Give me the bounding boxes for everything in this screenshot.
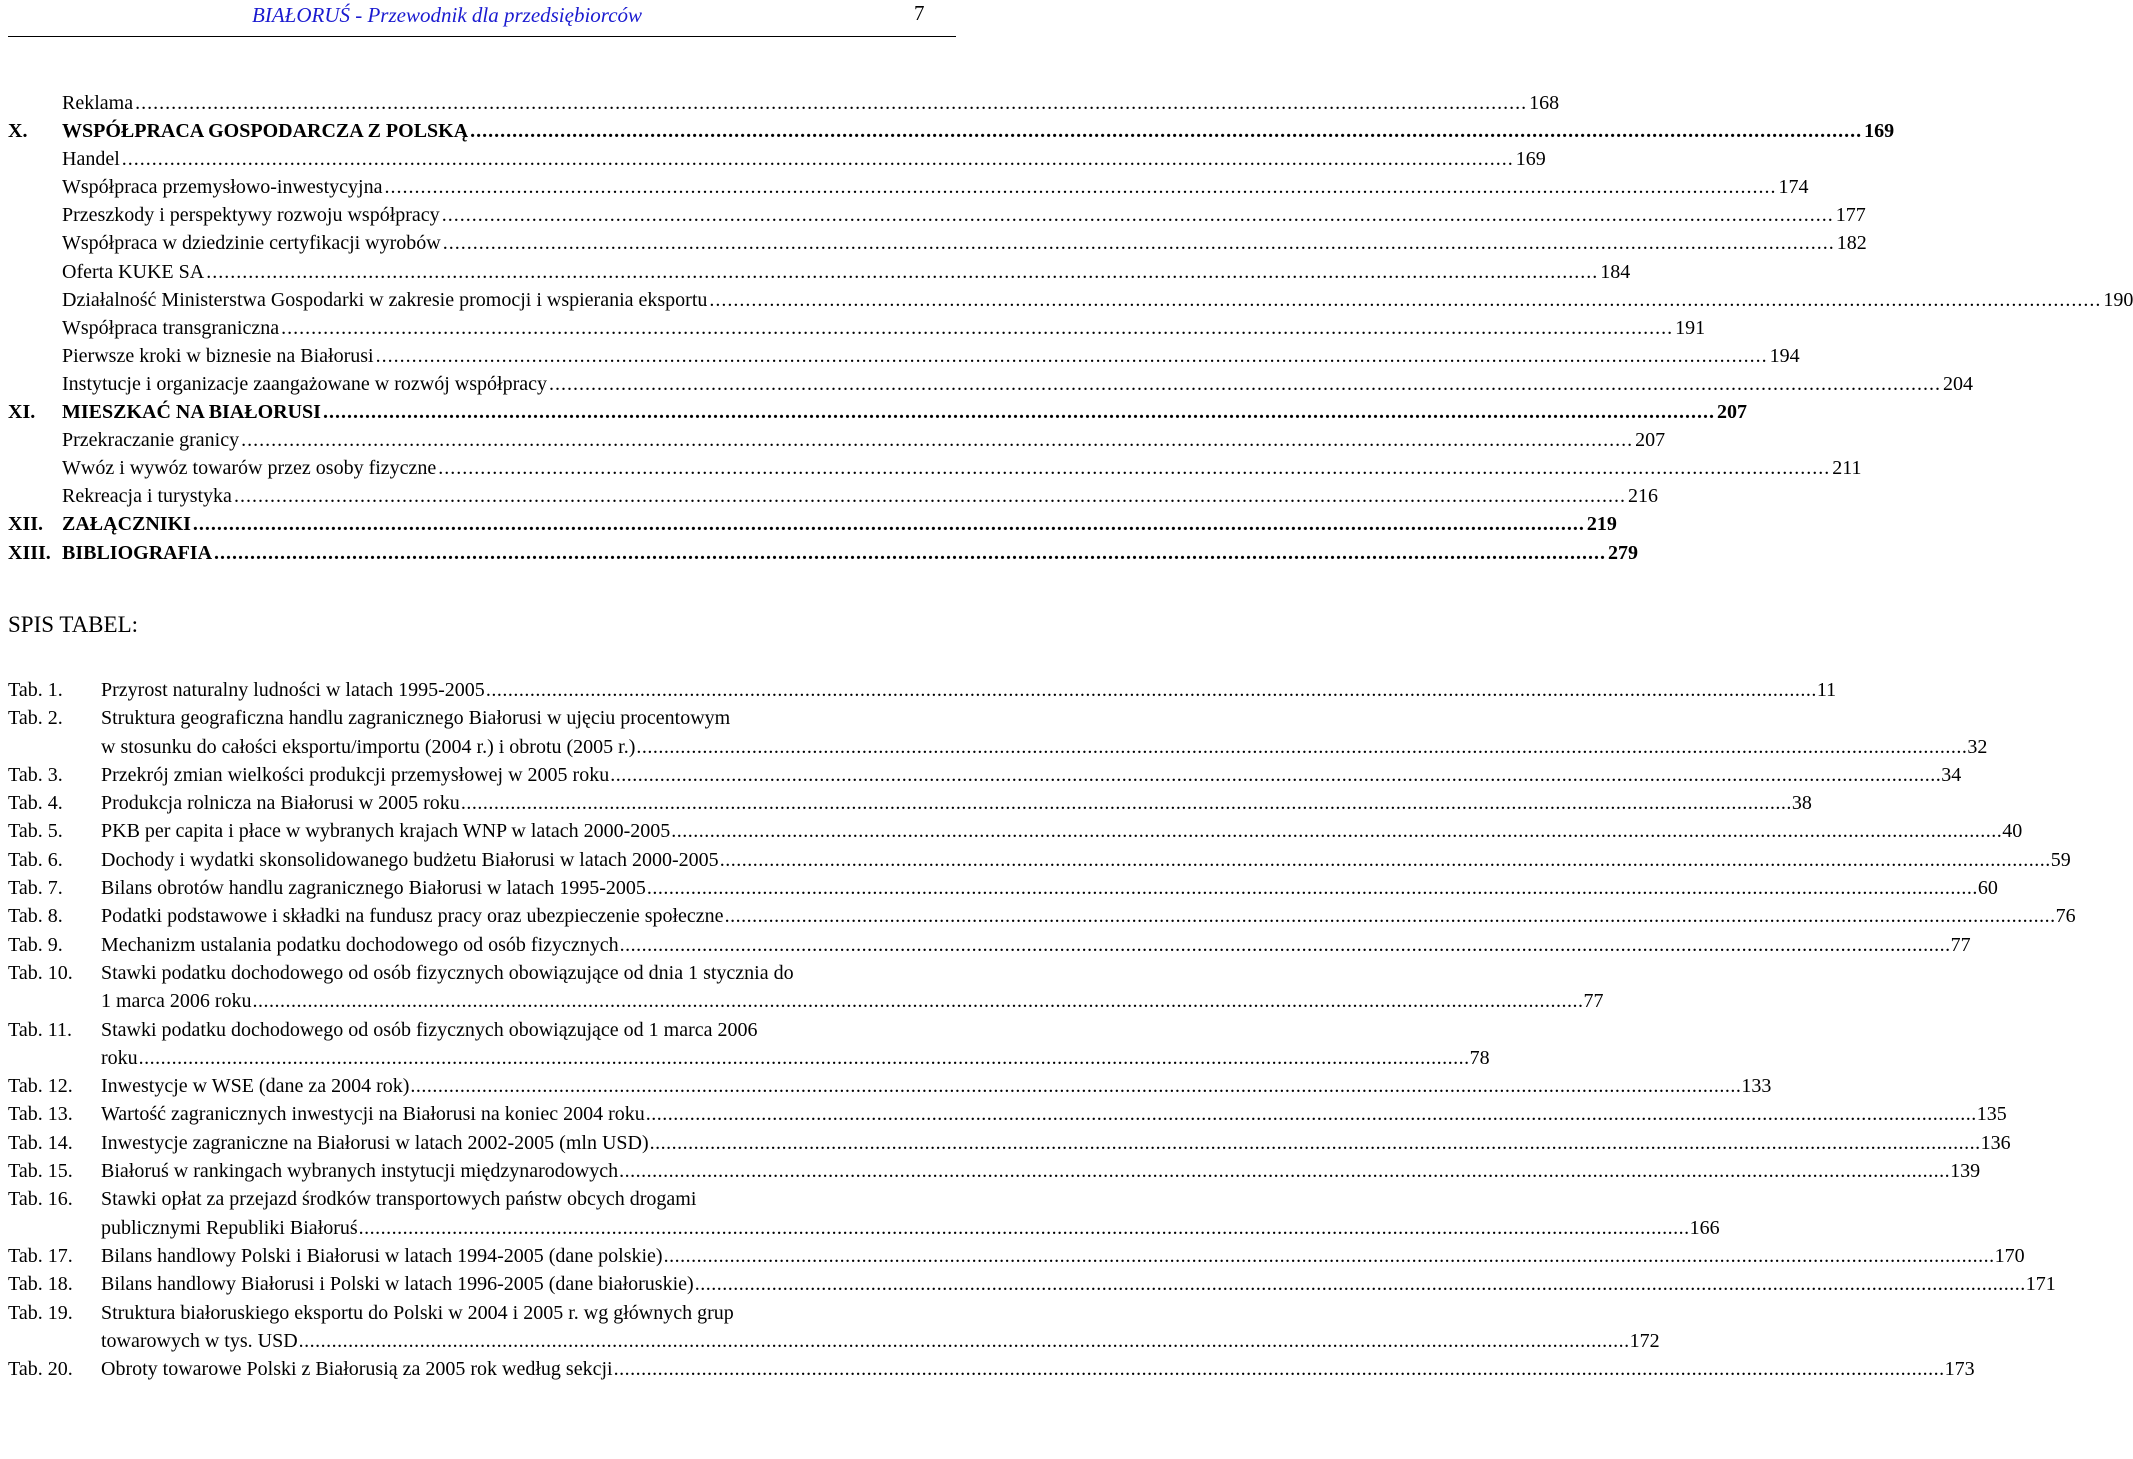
table-list-entry[interactable] xyxy=(8,1100,2007,1128)
toc-section-row[interactable] xyxy=(8,176,1809,204)
toc-chapter-number: X. xyxy=(8,120,28,143)
table-label: Tab. 4. xyxy=(8,792,63,815)
table-label: Tab. 9. xyxy=(8,933,63,956)
table-title xyxy=(101,817,2022,845)
toc-section-row[interactable] xyxy=(8,260,1631,289)
dot-leader xyxy=(443,232,1835,255)
dot-leader xyxy=(241,429,1633,452)
table-title xyxy=(101,1072,1771,1100)
toc-page-number: 216 xyxy=(1627,485,1658,508)
toc-entry-title: Handel xyxy=(62,148,120,171)
dot-leader xyxy=(122,148,1514,171)
toc-section-row[interactable] xyxy=(8,372,1973,401)
dot-leader xyxy=(486,676,1817,704)
table-title-text: Mechanizm ustalania podatku dochodowego od osób fizycznych xyxy=(101,933,619,956)
dot-leader xyxy=(359,1214,1690,1242)
table-title-text: Inwestycje w WSE (dane za 2004 rok) xyxy=(101,1075,410,1098)
toc-page-number: 174 xyxy=(1778,176,1809,199)
table-page-number: 40 xyxy=(2002,820,2023,843)
toc-chapter-row[interactable] xyxy=(8,401,1747,429)
table-title-last-line xyxy=(101,817,2022,845)
dot-leader xyxy=(650,1129,1981,1157)
toc-page-number: 177 xyxy=(1835,204,1866,227)
table-page-number: 11 xyxy=(1816,679,1837,701)
table-list-entry[interactable] xyxy=(8,1185,1720,1242)
table-title xyxy=(101,761,1961,789)
toc-entry-title: ZAŁĄCZNIKI xyxy=(62,513,191,536)
toc-entry-title: Przeszkody i perspektywy rozwoju współpracy xyxy=(62,204,440,227)
toc-chapter-number: XIII. xyxy=(8,541,51,564)
dot-leader xyxy=(725,902,2056,930)
dot-leader xyxy=(323,401,1715,424)
table-label: Tab. 16. xyxy=(8,1188,73,1211)
table-page-number: 32 xyxy=(1967,735,1988,758)
table-title-line: Stawki opłat za przejazd środków transportowych państw obcych drogami xyxy=(101,1188,697,1211)
table-page-number: 78 xyxy=(1469,1046,1490,1069)
tables-list-heading: SPIS TABEL: xyxy=(8,612,139,637)
table-list-entry[interactable] xyxy=(8,761,1962,789)
table-label: Tab. 7. xyxy=(8,877,63,900)
toc-page-number: 184 xyxy=(1600,260,1631,283)
table-list-entry[interactable] xyxy=(8,789,1812,817)
toc-section-row[interactable] xyxy=(8,316,1706,345)
table-list-entry[interactable] xyxy=(8,874,1998,902)
table-label: Tab. 12. xyxy=(8,1075,73,1098)
table-label: Tab. 17. xyxy=(8,1244,73,1267)
toc-page-number: 182 xyxy=(1836,232,1867,255)
table-title xyxy=(101,1129,2011,1157)
dot-leader xyxy=(384,176,1776,199)
table-list-entry[interactable] xyxy=(8,902,2076,930)
table-title-last-line xyxy=(101,1242,2025,1270)
toc-entry-title: Reklama xyxy=(62,92,134,114)
table-label: Tab. 20. xyxy=(8,1358,73,1381)
table-title-text: PKB per capita i płace w wybranych krajach WNP w latach 2000-2005 xyxy=(101,820,671,843)
table-title-text: 1 marca 2006 roku xyxy=(101,990,252,1013)
table-list-entry[interactable] xyxy=(8,1242,2025,1270)
dot-leader xyxy=(671,817,2002,845)
table-title-last-line xyxy=(101,733,1987,761)
table-label: Tab. 1. xyxy=(8,679,63,701)
toc-entry-title: WSPÓŁPRACA GOSPODARCZA Z POLSKĄ xyxy=(62,120,469,143)
toc-entry-title: MIESZKAĆ NA BIAŁORUSI xyxy=(62,401,321,424)
toc-section-row[interactable] xyxy=(8,288,2133,317)
table-title xyxy=(101,1299,1660,1356)
dot-leader xyxy=(234,485,1626,508)
table-title-line: Struktura geograficzna handlu zagranicznego Białorusi w ujęciu procentowym xyxy=(101,707,731,730)
table-title xyxy=(101,1016,1490,1073)
table-page-number: 171 xyxy=(2025,1273,2056,1296)
toc-section-row[interactable] xyxy=(8,148,1546,176)
dot-leader xyxy=(461,789,1792,817)
toc-chapter-row[interactable] xyxy=(8,513,1617,541)
toc-chapter-number: XI. xyxy=(8,401,36,424)
table-title-text: w stosunku do całości eksportu/importu (2004 r.) i obrotu (2005 r.) xyxy=(101,735,636,758)
table-title xyxy=(101,902,2076,930)
table-title-last-line xyxy=(101,1270,2056,1298)
dot-leader xyxy=(376,345,1768,368)
table-title-last-line xyxy=(101,1100,2007,1128)
table-title-text: Inwestycje zagraniczne na Białorusi w latach 2002-2005 (mln USD) xyxy=(101,1131,649,1154)
table-list-entry[interactable] xyxy=(8,676,1837,704)
table-title-text: roku xyxy=(101,1046,138,1069)
toc-section-row[interactable] xyxy=(8,92,1560,120)
document-title: BIAŁORUŚ - Przewodnik dla przedsiębiorców xyxy=(252,3,643,27)
toc-entry-title: Pierwsze kroki w biznesie na Białorusi xyxy=(62,344,374,367)
table-page-number: 133 xyxy=(1741,1075,1772,1098)
toc-entry-title: Oferta KUKE SA xyxy=(62,260,205,283)
table-title-text: Bilans handlowy Polski i Białorusi w latach 1994-2005 (dane polskie) xyxy=(101,1244,663,1267)
toc-page-number: 211 xyxy=(1832,457,1862,480)
table-page-number: 172 xyxy=(1629,1329,1660,1352)
table-label: Tab. 14. xyxy=(8,1131,73,1154)
table-title xyxy=(101,676,1836,704)
dot-leader xyxy=(549,373,1941,396)
dot-leader xyxy=(442,204,1834,227)
table-title-text: Bilans handlowy Białorusi i Polski w latach 1996-2005 (dane białoruskie) xyxy=(101,1273,694,1296)
table-page-number: 38 xyxy=(1791,792,1812,815)
table-title xyxy=(101,874,1998,902)
table-list-entry[interactable] xyxy=(8,1270,2056,1298)
table-list-entry[interactable] xyxy=(8,1129,2011,1157)
dot-leader xyxy=(299,1327,1630,1355)
table-title-text: Przekrój zmian wielkości produkcji przemysłowej w 2005 roku xyxy=(101,763,610,786)
table-title-last-line xyxy=(101,1214,1720,1242)
table-page-number: 59 xyxy=(2050,848,2071,871)
dot-leader xyxy=(636,733,1967,761)
table-list-entry[interactable] xyxy=(8,1355,1975,1383)
table-list-entry[interactable] xyxy=(8,704,1988,761)
table-title-last-line xyxy=(101,874,1998,902)
toc-page-number: 207 xyxy=(1716,401,1747,424)
table-page-number: 166 xyxy=(1689,1216,1720,1239)
table-title-text: Dochody i wydatki skonsolidowanego budżetu Białorusi w latach 2000-2005 xyxy=(101,848,719,871)
table-list-entry[interactable] xyxy=(8,846,2071,874)
dot-leader xyxy=(281,317,1673,340)
table-title xyxy=(101,846,2071,874)
toc-page-number: 204 xyxy=(1942,372,1973,395)
dot-leader xyxy=(214,542,1606,565)
dot-leader xyxy=(720,846,2051,874)
table-title-line: Stawki podatku dochodowego od osób fizycznych obowiązujące od dnia 1 stycznia do xyxy=(101,961,794,984)
toc-section-row[interactable] xyxy=(8,232,1867,260)
toc-page-number: 190 xyxy=(2103,288,2133,311)
dot-leader xyxy=(646,1100,1977,1128)
table-title-text: Produkcja rolnicza na Białorusi w 2005 roku xyxy=(101,792,460,815)
table-title xyxy=(101,1157,1980,1185)
toc-entry-title: Działalność Ministerstwa Gospodarki w zakresie promocji i wspierania eksportu xyxy=(62,288,708,311)
table-title xyxy=(101,789,1812,817)
table-label: Tab. 15. xyxy=(8,1160,73,1183)
table-label: Tab. 11. xyxy=(8,1018,72,1041)
dot-leader xyxy=(647,874,1978,902)
dot-leader xyxy=(438,457,1830,480)
toc-entry-title: Wwóz i wywóz towarów przez osoby fizyczne xyxy=(62,457,437,480)
tables-list xyxy=(8,676,2076,1383)
toc-section-row[interactable] xyxy=(8,457,1862,485)
toc-entry-title: Rekreacja i turystyka xyxy=(62,485,232,508)
toc-section-row[interactable] xyxy=(8,344,1800,373)
toc-chapter-number: XII. xyxy=(8,513,44,536)
dot-leader xyxy=(620,931,1951,959)
table-label: Tab. 18. xyxy=(8,1273,73,1296)
table-title-text: Bilans obrotów handlu zagranicznego Białorusi w latach 1995-2005 xyxy=(101,877,646,900)
table-title-last-line xyxy=(101,789,1812,817)
table-title-text: Białoruś w rankingach wybranych instytucji międzynarodowych xyxy=(101,1160,619,1183)
table-list-entry[interactable] xyxy=(8,1016,1490,1073)
table-title xyxy=(101,959,1604,1016)
table-title-last-line xyxy=(101,931,1971,959)
table-label: Tab. 2. xyxy=(8,707,63,730)
table-page-number: 60 xyxy=(1977,877,1998,900)
toc-entry-title: Instytucje i organizacje zaangażowane w rozwój współpracy xyxy=(62,372,547,395)
table-title xyxy=(101,1242,2025,1270)
dot-leader xyxy=(253,987,1584,1015)
table-title-last-line xyxy=(101,1327,1660,1355)
toc-page-number: 169 xyxy=(1864,120,1895,143)
table-title-text: towarowych w tys. USD xyxy=(101,1329,298,1352)
table-list-entry[interactable] xyxy=(8,1072,1772,1100)
table-title-last-line xyxy=(101,1157,1980,1185)
table-title-last-line xyxy=(101,1129,2011,1157)
table-title-line: Stawki podatku dochodowego od osób fizycznych obowiązujące od 1 marca 2006 xyxy=(101,1018,758,1041)
table-title xyxy=(101,1270,2056,1298)
toc-page-number: 194 xyxy=(1769,344,1800,367)
table-title xyxy=(101,1355,1975,1383)
table-title-text: Obroty towarowe Polski z Białorusią za 2005 rok według sekcji xyxy=(101,1358,613,1381)
table-page-number: 139 xyxy=(1950,1160,1981,1183)
table-page-number: 135 xyxy=(1976,1103,2007,1126)
table-page-number: 173 xyxy=(1944,1358,1975,1381)
table-label: Tab. 8. xyxy=(8,905,63,928)
toc-entry-title: Przekraczanie granicy xyxy=(62,429,240,452)
table-title-text: Przyrost naturalny ludności w latach 1995-2005 xyxy=(101,679,485,701)
table-list-entry[interactable] xyxy=(8,931,1971,959)
toc-entry-title: Współpraca przemysłowo-inwestycyjna xyxy=(62,176,383,199)
table-title-text: Podatki podstawowe i składki na fundusz pracy oraz ubezpieczenie społeczne xyxy=(101,905,724,928)
toc-chapter-row[interactable] xyxy=(8,541,1639,570)
toc-entry-title: Współpraca transgraniczna xyxy=(62,316,280,339)
table-title xyxy=(101,1185,1720,1242)
toc-page-number: 191 xyxy=(1675,316,1706,339)
table-title xyxy=(101,931,1971,959)
dot-leader xyxy=(470,120,1862,143)
header-divider xyxy=(8,36,956,37)
toc-section-row[interactable] xyxy=(8,204,1866,232)
dot-leader xyxy=(139,1044,1470,1072)
toc-chapter-row[interactable] xyxy=(8,120,1895,148)
table-label: Tab. 10. xyxy=(8,961,73,984)
table-page-number: 34 xyxy=(1941,763,1962,786)
table-page-number: 77 xyxy=(1583,990,1604,1013)
table-title-text: publicznymi Republiki Białoruś xyxy=(101,1216,358,1239)
table-title xyxy=(101,704,1987,761)
toc-section-row[interactable] xyxy=(8,485,1658,513)
toc-entry-title: Współpraca w dziedzinie certyfikacji wyrobów xyxy=(62,232,441,255)
table-title-text: Wartość zagranicznych inwestycji na Białorusi na koniec 2004 roku xyxy=(101,1103,645,1126)
table-title-last-line xyxy=(101,987,1604,1015)
table-list-entry[interactable] xyxy=(8,1157,1981,1185)
table-title-last-line xyxy=(101,761,1961,789)
dot-leader xyxy=(193,513,1585,536)
table-of-contents xyxy=(8,92,2133,570)
table-title-last-line xyxy=(101,846,2071,874)
table-title-last-line xyxy=(101,676,1836,704)
table-page-number: 77 xyxy=(1950,933,1971,956)
toc-page-number: 219 xyxy=(1586,513,1617,536)
dot-leader xyxy=(614,1355,1945,1383)
dot-leader xyxy=(610,761,1941,789)
table-list-entry[interactable] xyxy=(8,817,2023,845)
table-list-entry[interactable] xyxy=(8,959,1604,1016)
toc-page-number: 279 xyxy=(1608,541,1639,564)
toc-page-number: 207 xyxy=(1635,429,1666,452)
toc-page-number: 168 xyxy=(1529,92,1560,114)
dot-leader xyxy=(206,261,1598,284)
dot-leader xyxy=(695,1270,2026,1298)
table-title-last-line xyxy=(101,1044,1490,1072)
table-page-number: 170 xyxy=(1994,1244,2025,1267)
table-title xyxy=(101,1100,2007,1128)
dot-leader xyxy=(135,92,1527,115)
table-title-line: Struktura białoruskiego eksportu do Polski w 2004 i 2005 r. wg głównych grup xyxy=(101,1301,734,1324)
toc-section-row[interactable] xyxy=(8,429,1666,457)
table-label: Tab. 6. xyxy=(8,848,63,871)
table-label: Tab. 3. xyxy=(8,763,63,786)
table-label: Tab. 5. xyxy=(8,820,63,843)
dot-leader xyxy=(709,289,2101,312)
toc-page-number: 169 xyxy=(1515,148,1546,171)
toc-entry-title: BIBLIOGRAFIA xyxy=(62,541,213,564)
table-title-last-line xyxy=(101,1072,1771,1100)
page-number: 7 xyxy=(914,1,925,25)
dot-leader xyxy=(410,1072,1741,1100)
table-label: Tab. 13. xyxy=(8,1103,73,1126)
page-header xyxy=(0,0,960,40)
table-list-entry[interactable] xyxy=(8,1299,1660,1356)
dot-leader xyxy=(619,1157,1950,1185)
table-title-last-line xyxy=(101,1355,1975,1383)
table-page-number: 76 xyxy=(2055,905,2076,928)
table-label: Tab. 19. xyxy=(8,1301,73,1324)
table-title-last-line xyxy=(101,902,2076,930)
dot-leader xyxy=(664,1242,1995,1270)
table-page-number: 136 xyxy=(1980,1131,2011,1154)
